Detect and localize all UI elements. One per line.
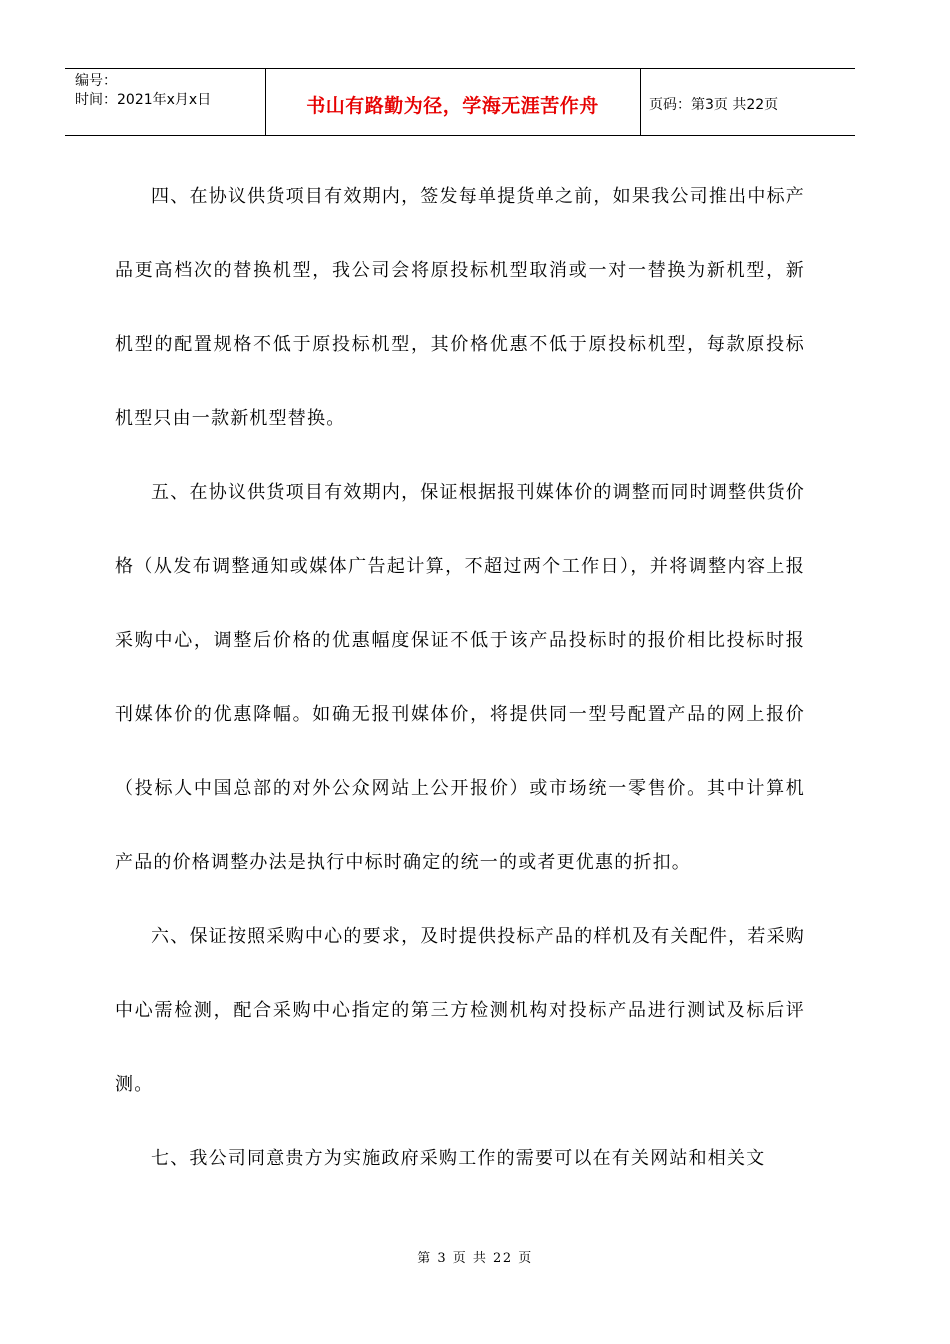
paragraph-7: 七、我公司同意贵方为实施政府采购工作的需要可以在有关网站和相关文 bbox=[151, 1148, 766, 1169]
header-table bbox=[65, 68, 855, 136]
paragraph-6: 六、保证按照采购中心的要求，及时提供投标产品的样机及有关配件，若采购中心需检测，配合采购中心指定的第三方检测机构对投标产品进行测试及标后评测。 bbox=[115, 926, 805, 1095]
paragraph-4: 四、在协议供货项目有效期内，签发每单提货单之前，如果我公司推出中标产品更高档次的替换机型，我公司会将原投标机型取消或一对一替换为新机型，新机型的配置规格不低于原投标机型，其价格优惠不低于原投标机型，每款原投标机型只由一款新机型替换。 bbox=[115, 186, 805, 429]
header-meta bbox=[75, 72, 211, 110]
time-label: 时间：2021年x月x日 bbox=[75, 92, 212, 108]
header-page-info: 页码：第3页 共22页 bbox=[649, 97, 779, 113]
number-label: 编号： bbox=[75, 73, 117, 89]
document-body bbox=[115, 160, 805, 1196]
page-footer: 第 3 页 共 22 页 bbox=[417, 1251, 533, 1266]
paragraph-5: 五、在协议供货项目有效期内，保证根据报刊媒体价的调整而同时调整供货价格（从发布调整通知或媒体广告起计算，不超过两个工作日），并将调整内容上报采购中心，调整后价格的优惠幅度保证不低于该产品投标时的报价相比投标时报刊媒体价的优惠降幅。如确无报刊媒体价，将提供同一型号配置产品的网上报价（投标人中国总部的对外公众网站上公开报价）或市场统一零售价。其中计算机产品的价格调整办法是执行中标时确定的统一的或者更优惠的折扣。 bbox=[115, 482, 805, 873]
header-divider-right bbox=[640, 69, 641, 135]
header-motto: 书山有路勤为径，学海无涯苦作舟 bbox=[306, 95, 599, 117]
